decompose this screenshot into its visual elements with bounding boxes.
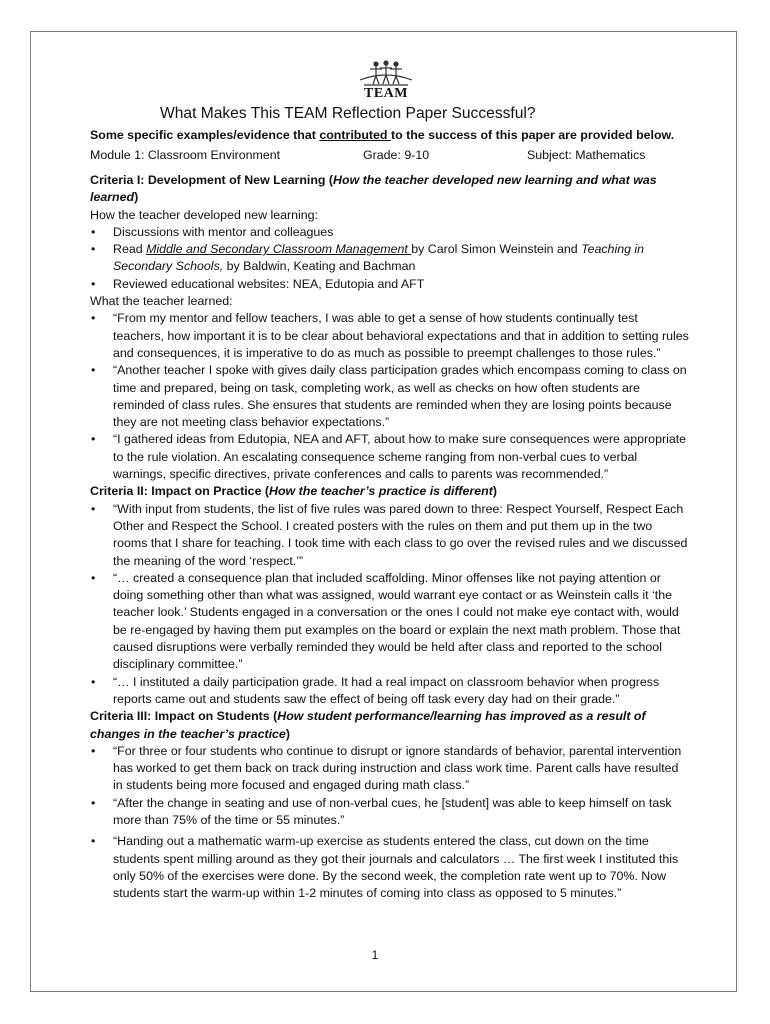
logo-text: TEAM: [364, 86, 408, 101]
criteria2-heading: [90, 483, 690, 500]
intro-line: [90, 128, 690, 142]
criteria3-heading: [90, 708, 690, 743]
list-item: • Discussions with mentor and colleagues: [90, 224, 690, 241]
criteria2-heading-close: ): [492, 484, 497, 499]
criteria1-heading: [90, 172, 690, 207]
list-item: • Reviewed educational websites: NEA, Edutopia and AFT: [90, 276, 690, 293]
criteria3-heading-italic: How student performance/learning has improved as a result of changes in the teacher’s practice: [90, 709, 646, 741]
criteria1-heading-italic: How the teacher developed new learning and what was learned: [90, 173, 657, 205]
document-body: [90, 172, 690, 902]
grade-label: Grade: 9-10: [363, 148, 430, 162]
list-item: • “Another teacher I spoke with gives daily class participation grades which encompass coming to class on time and prepared, being on task, completing work, as well as checks on how often students are reminded of class rules. She ensures that students are reminded when they are losing points because they are not meeting class behavior expectations.”: [90, 362, 690, 431]
read-pre: Read: [113, 242, 147, 257]
intro-before: Some specific examples/evidence that: [90, 128, 320, 142]
page-number: 1: [371, 948, 379, 962]
list-item: • “After the change in seating and use of non-verbal cues, he [student] was able to keep himself on task more than 75% of the time or 55 minutes.”: [90, 795, 690, 830]
team-logo: [356, 58, 416, 104]
module-label: Module 1: Classroom Environment: [90, 148, 281, 162]
criteria3-heading-bold: Criteria III: Impact on Students (: [90, 709, 278, 724]
how-list: [90, 224, 690, 293]
read-post: by Baldwin, Keating and Bachman: [223, 259, 416, 274]
page-title: What Makes This TEAM Reflection Paper Successful?: [160, 105, 536, 122]
intro-underlined: contributed: [319, 128, 391, 142]
what-label: What the teacher learned:: [90, 294, 233, 309]
book2-title: Teaching in Secondary Schools,: [113, 242, 645, 274]
book1-title: Middle and Secondary Classroom Management: [146, 242, 412, 257]
criteria2-heading-bold: Criteria II: Impact on Practice (: [90, 484, 270, 499]
what-list: [90, 310, 690, 483]
list-item: • “… created a consequence plan that included scaffolding. Minor offenses like not paying attention or doing something other than what was assigned, would warrant eye contact or as Weinstein calls it ‘the teacher look.’ Students engaged in a conversation or the ones I could not make eye contact with, would be re-engaged by having them put examples on the board or explain the next math problem. Those that caused disruptions were verbally reminded they would be held after class and reported to the school disciplinary committee.”: [90, 570, 690, 674]
criteria1-heading-bold: Criteria I: Development of New Learning (: [90, 173, 334, 187]
subject-label: Subject: Mathematics: [527, 148, 646, 162]
criteria2-list: [90, 501, 690, 709]
list-item: • “For three or four students who continue to disrupt or ignore standards of behavior, parental intervention has worked to get them back on track during instruction and class work time. Parent calls have resulted in students being more focused and engaged during math class.”: [90, 743, 690, 795]
list-item: • “Handing out a mathematic warm-up exercise as students entered the class, cut down on the time students spent milling around as they got their journals and calculators … The first week I instituted this only 50% of the exercises were done. By the second week, the completion rate went up to 70%. Now students start the warm-up within 1-2 minutes of coming into class as opposed to 5 minutes.”: [90, 833, 690, 902]
how-label: How the teacher developed new learning:: [90, 207, 318, 222]
list-item: • “I gathered ideas from Edutopia, NEA and AFT, about how to make sure consequences were appropriate to the rule violation. An escalating consequence scheme ranging from non-verbal cues to verbal warnings, specific directives, private conferences and calls to parents was recommended.”: [90, 431, 690, 483]
list-item: • “From my mentor and fellow teachers, I was able to get a sense of how students continually test teachers, how important it is to be clear about behavioral expectations and that in addition to setting rules and consequences, it is imperative to do as much as possible to preempt challenges to those rules.”: [90, 310, 690, 362]
criteria3-heading-close: ): [285, 726, 290, 741]
list-item: • “With input from students, the list of five rules was pared down to three: Respect Yourself, Respect Each Other and Respect the School. I created posters with the rules on them and put them up in the two rooms that I share for teaching. I took time with each class to go over the revised rules and we discussed the meaning of the word ‘respect.’”: [90, 501, 690, 570]
intro-after: to the success of this paper are provided below.: [390, 128, 675, 142]
meta-row: [90, 148, 690, 166]
read-mid: by Carol Simon Weinstein and: [411, 242, 582, 257]
list-item: • “… I instituted a daily participation grade. It had a real impact on classroom behavior when progress reports came out and students saw the effect of being off task every day had on their grade.”: [90, 674, 690, 709]
criteria1-heading-close: ): [134, 190, 139, 205]
criteria3-list: [90, 743, 690, 903]
team-figures-icon: [356, 58, 416, 88]
list-item-read: [90, 241, 690, 276]
criteria2-heading-italic: How the teacher’s practice is different: [269, 484, 493, 499]
